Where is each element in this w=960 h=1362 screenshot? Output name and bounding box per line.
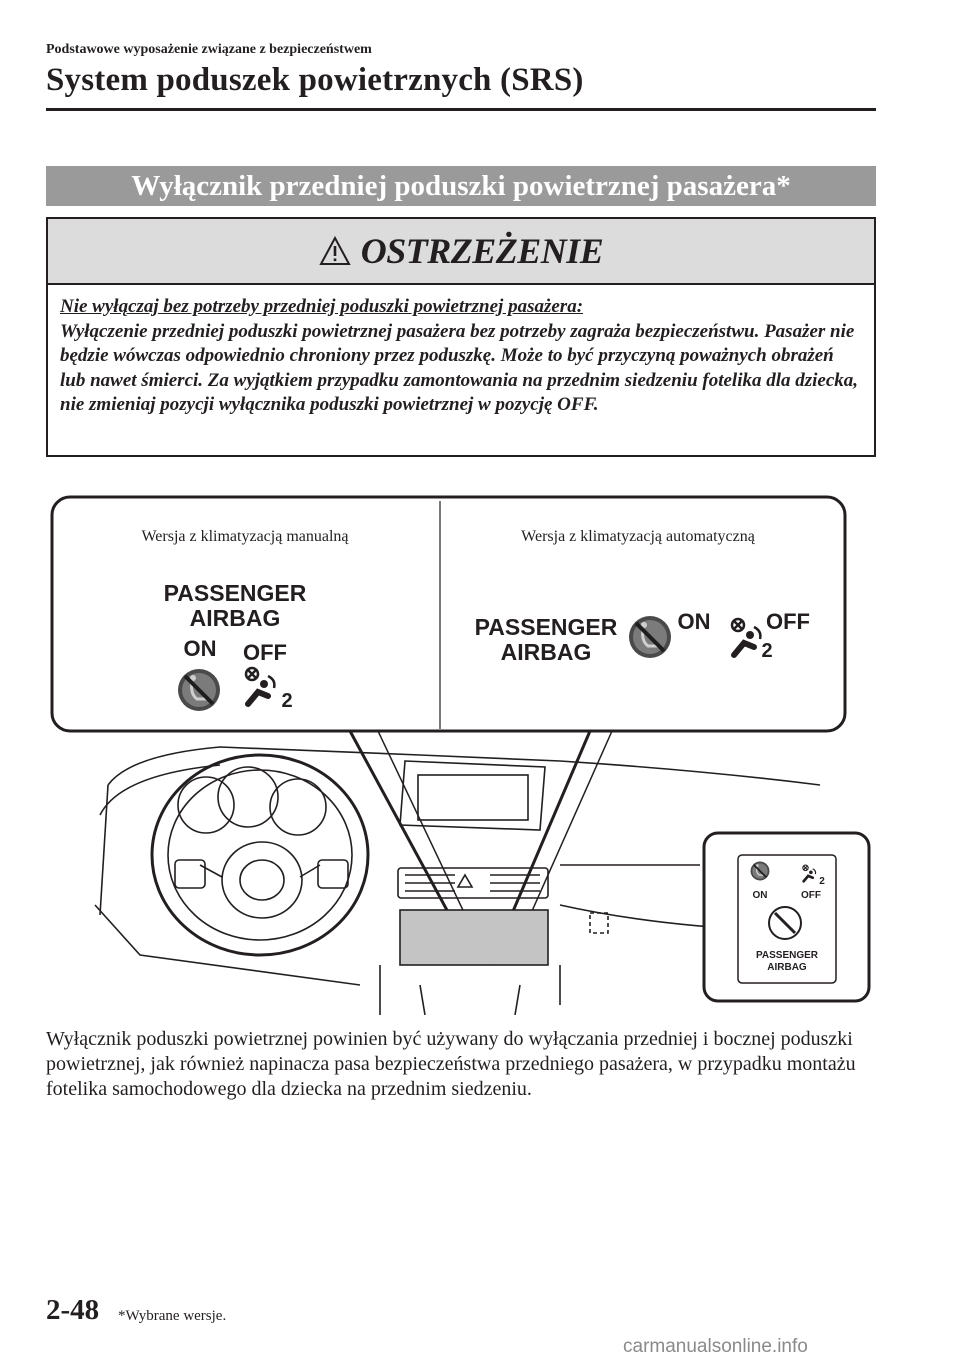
auto-seat-number: 2	[761, 640, 773, 662]
inset-on-icon	[751, 862, 770, 881]
inset-airbag-text: AIRBAG	[767, 962, 807, 973]
inset-off-text: OFF	[801, 890, 821, 901]
auto-off-text: OFF	[766, 609, 810, 634]
warning-box	[46, 217, 876, 457]
inset-seat-number: 2	[819, 876, 825, 887]
warning-triangle-icon	[319, 236, 351, 266]
switch-zoom-inset	[704, 833, 869, 1001]
auto-on-text: ON	[677, 609, 711, 634]
page-number: 2-48	[46, 1294, 100, 1326]
breadcrumb: Podstawowe wyposażenie związane z bezpieczeństwem	[46, 42, 372, 57]
warning-header	[48, 219, 874, 285]
inset-passenger-text: PASSENGER	[755, 950, 819, 961]
auto-passenger-text: PASSENGER	[474, 614, 618, 640]
warning-text: Wyłączenie przedniej poduszki powietrznej pasażera bez potrzeby zagraża bezpieczeństwu. Pasażer nie będzie wówczas odpowiednio chroniony przez poduszkę. Może to być przyczyną poważnych obrażeń lub nawet śmierci. Za wyjątkiem przypadku zamontowania na przednim siedzeniu fotelika dla dziecka, nie zmieniaj pozycji wyłącznika poduszki powietrznej w pozycję OFF.	[60, 320, 859, 415]
warning-title: OSTRZEŻENIE	[360, 231, 604, 271]
manual-on-text: ON	[183, 636, 217, 661]
manual-airbag-text: AIRBAG	[189, 605, 281, 631]
auto-airbag-text: AIRBAG	[500, 639, 592, 665]
title-rule	[46, 108, 876, 111]
manual-version-label: Wersja z klimatyzacją manualną	[141, 528, 349, 545]
dashboard-illustration	[0, 485, 960, 1015]
warning-lead: Nie wyłączaj bez potrzeby przedniej poduszki powietrznej pasażera:	[60, 296, 584, 317]
inset-on-text: ON	[752, 890, 768, 901]
body-paragraph: Wyłącznik poduszki powietrznej powinien być używany do wyłączania przedniej i bocznej poduszki powietrznej, jak również napinacza pasa bezpieczeństwa przedniego pasażera, w przypadku montażu fotelika samochodowego dla dziecka na przednim siedzeniu.	[46, 1028, 856, 1100]
manual-seat-number: 2	[281, 690, 293, 712]
manual-off-text: OFF	[243, 640, 287, 665]
watermark: carmanualsonline.info	[623, 1336, 808, 1357]
airbag-on-icon	[178, 669, 220, 711]
manual-passenger-text: PASSENGER	[163, 580, 307, 606]
page-title: System poduszek powietrznych (SRS)	[46, 62, 584, 98]
auto-version-label: Wersja z klimatyzacją automatyczną	[521, 528, 755, 545]
footnote: *Wybrane wersje.	[118, 1308, 227, 1324]
section-title: Wyłącznik przedniej poduszki powietrznej pasażera*	[46, 166, 876, 206]
airbag-on-icon	[629, 616, 671, 658]
warning-body	[48, 285, 874, 418]
